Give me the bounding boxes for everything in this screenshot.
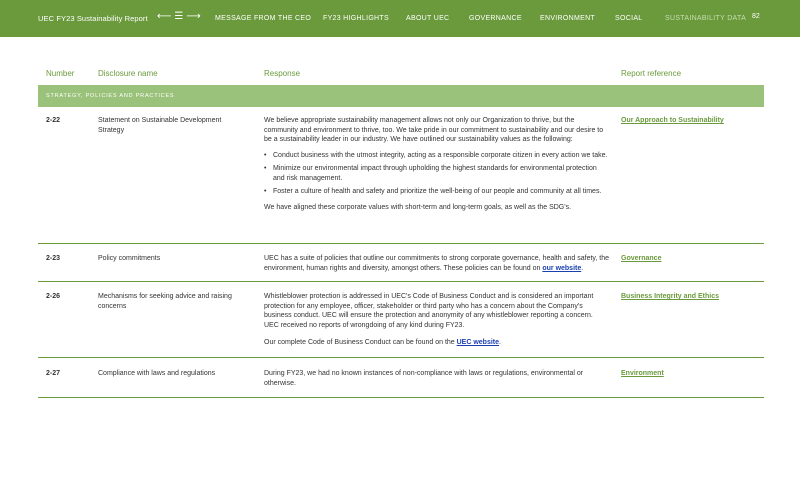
top-nav-bar [0,0,800,37]
row-response: During FY23, we had no known instances of non-compliance with laws or regulations, environmental or otherwise. [264,370,584,387]
header-response: Response [264,69,301,78]
response-end: . [581,264,584,272]
table-row [38,254,764,282]
row-response [264,116,609,218]
our-website-link[interactable]: our website [542,264,582,272]
list-item: • Conduct business with the utmost integrity, acting as a responsible corporate citizen in every action we take. [264,151,609,161]
row-divider [38,243,764,244]
row-number: 2-26 [46,293,61,300]
list-item: • Foster a culture of health and safety and prioritize the well-being of our people and community at all times. [264,187,609,197]
response-outro: We have aligned these corporate values with short-term and long-term goals, as well as the SDG's. [264,203,572,211]
menu-icon[interactable]: ☰ [174,11,184,22]
header-number: Number [46,69,75,78]
response-text: UEC has a suite of policies that outline our commitments to strong corporate governance, health and safety, the environment, human rights and diversity, amongst others. These policies can be found on [264,255,610,272]
section-band [38,85,764,107]
response-text: Our complete Code of Business Conduct can be found on the [264,339,457,346]
row-disclosure-name: Mechanisms for seeking advice and raising concerns [98,293,232,310]
header-disclosure-name: Disclosure name [98,69,158,78]
uec-website-link[interactable]: UEC website [456,339,500,346]
table-row [38,292,764,358]
report-reference-link[interactable]: Governance [621,255,662,262]
row-response [264,292,609,354]
report-reference-link[interactable]: Our Approach to Sustainability [621,117,724,124]
row-number: 2-22 [46,117,61,124]
row-number: 2-27 [46,370,61,377]
values-list [264,151,609,197]
list-item: • Minimize our environmental impact through upholding the highest standards for environmental protection and risk management. [264,164,609,183]
nav-governance[interactable]: GOVERNANCE [469,15,522,22]
nav-message-from-ceo[interactable]: MESSAGE FROM THE CEO [215,15,312,22]
row-number: 2-23 [46,255,61,262]
nav-social[interactable]: SOCIAL [615,15,643,22]
response-intro: We believe appropriate sustainability management allows not only our Organization to thrive, but the community and environment to thrive, too. We take pride in our commitment to sustainability and our desire to be a sustainability leader in our industry. We have outlined our sustainability values as the following: [264,117,604,143]
response-para [264,338,609,348]
report-reference-link[interactable]: Business Integrity and Ethics [621,293,720,300]
response-end: . [499,339,501,346]
nav-environment[interactable]: ENVIRONMENT [540,15,596,22]
back-arrow-icon[interactable]: ⟵ [157,11,172,22]
table-row [38,116,764,244]
nav-fy23-highlights[interactable]: FY23 HIGHLIGHTS [323,15,389,22]
table-row [38,369,764,398]
page-number: 82 [752,13,760,20]
row-divider [38,357,764,358]
forward-arrow-icon[interactable]: ⟶ [186,11,201,22]
nav-about-uec[interactable]: ABOUT UEC [406,15,450,22]
row-disclosure-name: Statement on Sustainable Development Strategy [98,117,222,134]
row-disclosure-name: Compliance with laws and regulations [98,370,216,377]
nav-sustainability-data[interactable]: SUSTAINABILITY DATA [665,15,747,22]
section-title: STRATEGY, POLICIES AND PRACTICES [46,93,175,99]
row-response [264,254,609,273]
report-title: UEC FY23 Sustainability Report [38,14,148,23]
row-divider [38,397,764,398]
response-para: Whistleblower protection is addressed in UEC's Code of Business Conduct and is considered an important protection for any employee, officer, stakeholder or third party who has a concern about the Company's business conduct. UEC will ensure the protection and anonymity of any whistleblower reporting a concern. UEC received no reports of wrongdoing of any kind during FY23. [264,293,594,329]
report-reference-link[interactable]: Environment [621,370,664,377]
row-disclosure-name: Policy commitments [98,255,161,262]
header-report-reference: Report reference [621,69,682,78]
row-divider [38,281,764,282]
nav-arrows [157,11,201,22]
